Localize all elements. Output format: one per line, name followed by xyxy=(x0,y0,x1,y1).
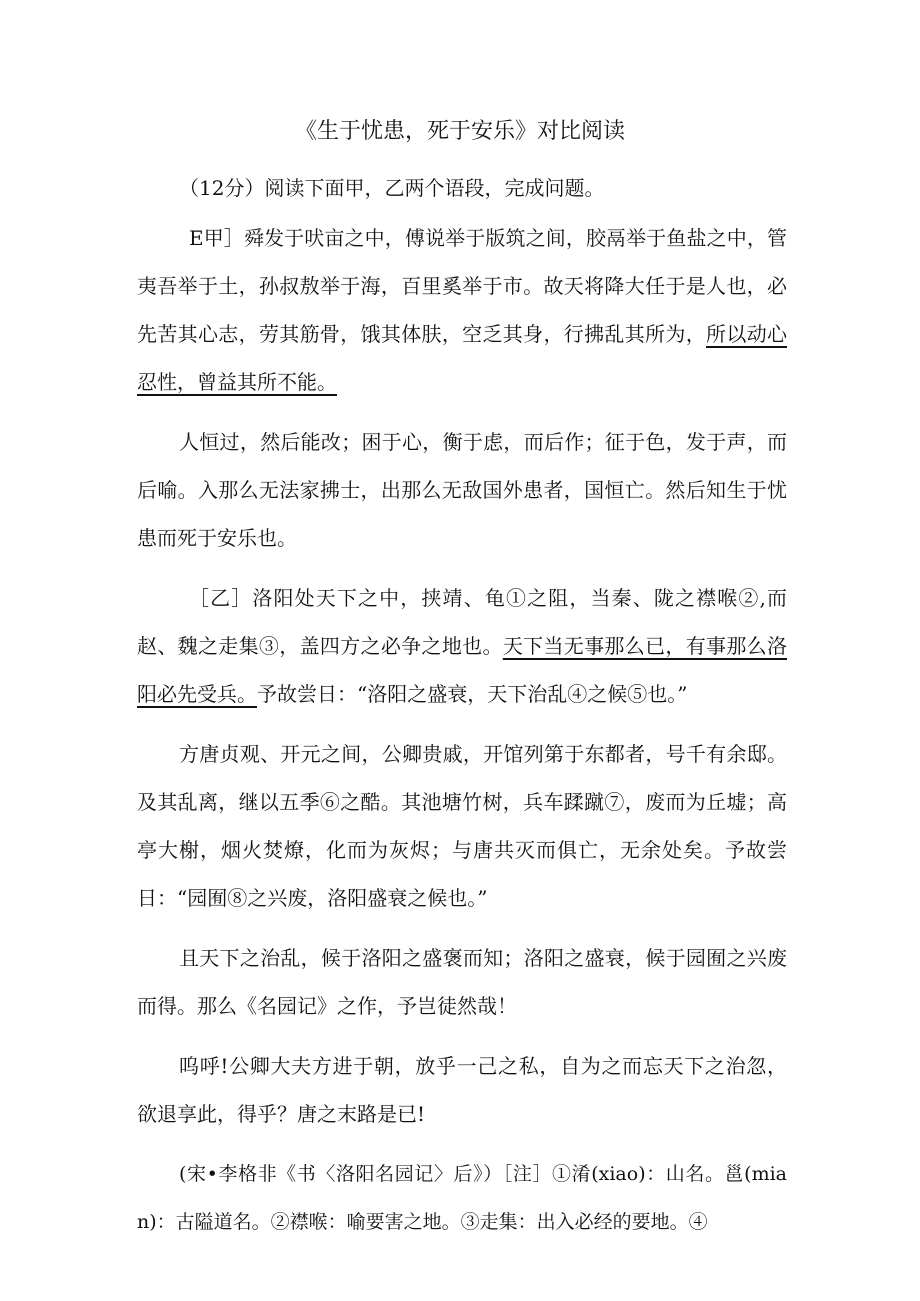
underlined-sentence: 所以动心忍性，曾益其所不能。 xyxy=(137,322,788,394)
passage-yi-paragraph-4: 呜呼!公卿大夫方进于朝，放乎一己之私，自为之而忘天下之治忽，欲退享此，得乎？唐之末路是已! xyxy=(137,1054,787,1126)
passage-jia-paragraph-2: 人恒过，然后能改；困于心，衡于虑，而后作；征于色，发于声，而后喻。入那么无法家拂士，出那么无敌国外患者，国恒亡。然后知生于忧患而死于安乐也。 xyxy=(137,430,787,550)
passage-yi-paragraph-3: 且天下之治乱，候于洛阳之盛褒而知；洛阳之盛衰，候于园囿之兴废而得。那么《名园记》之作，予岂徒然哉！ xyxy=(137,946,787,1018)
intro-paragraph: （12分）阅读下面甲，乙两个语段，完成问题。 xyxy=(179,176,605,200)
passage-jia-text: E甲］舜发于吠亩之中，傅说举于版筑之间，胶鬲举于鱼盐之中，管夷吾举于土，孙叔敖举于海，百里奚举于市。故天将降大任于是人也，必先苦其心志，劳其筋骨，饿其体肤，空乏其身，行拂乱其所为， xyxy=(137,226,787,346)
passage-yi-text: ［乙］洛阳处天下之中，挟靖、龟①之阻，当秦、陇之襟喉②,而赵、魏之走集③，盖四方之必争之地也。 xyxy=(137,586,787,658)
passage-yi-quote: 予故尝日：“洛阳之盛衰，天下治乱④之候⑤也。” xyxy=(257,682,688,706)
passage-jia-paragraph-1 xyxy=(137,214,787,406)
passage-yi-paragraph-2: 方唐贞观、开元之间，公卿贵戚，开馆列第于东都者，号千有余邸。及其乱离，继以五季⑥之酷。其池塘竹树，兵车蹂蹴⑦，废而为丘墟；高亭大榭，烟火焚燎，化而为灰烬；与唐共灭而俱亡，无余处矣。予故尝日：“园囿⑧之兴废，洛阳盛衰之候也。” xyxy=(137,742,787,910)
document-title: 《生于忧患，死于安乐》对比阅读 xyxy=(294,119,625,144)
underlined-sentence: 天下当无事那么已，有事那么洛阳必先受兵。 xyxy=(137,634,788,706)
passage-yi-paragraph-1 xyxy=(137,574,787,718)
source-and-notes: (宋•李格非《书〈洛阳名园记〉后》）［注］①淆(xiao)：山名。邕(mian)：古隘道名。②襟喉：喻要害之地。③走集：出入必经的要地。④ xyxy=(137,1163,787,1233)
document-body xyxy=(137,164,787,1246)
